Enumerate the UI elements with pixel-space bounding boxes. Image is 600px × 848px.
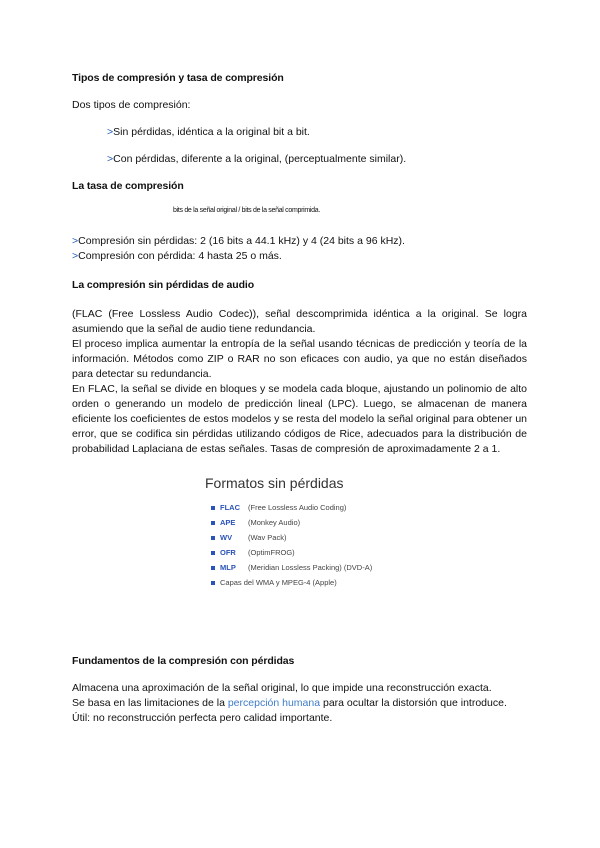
heading-compresion-con-perdidas: Fundamentos de la compresión con pérdidas [72,655,295,667]
list-item [72,234,405,249]
paragraph: El proceso implica aumentar la entropía de la señal usando técnicas de predicción y teoría de la información. Métodos como ZIP o RAR no son eficaces con audio, ya que no están diseñados para detectar su redundancia. [72,338,527,380]
format-item [211,515,425,530]
format-item [211,500,425,515]
bullet-icon [211,551,215,555]
list-item-text: Compresión con pérdida: 4 hasta 25 o más. [78,250,282,262]
list-item-text: Compresión sin pérdidas: 2 (16 bits a 44.1 kHz) y 4 (24 bits a 96 kHz). [78,235,405,247]
heading-tipos-compresion: Tipos de compresión y tasa de compresión [72,72,284,84]
list-item [107,125,310,140]
bullet-icon [211,536,215,540]
bullet-icon [211,566,215,570]
format-item [211,560,425,575]
section4-body [72,681,527,726]
list-item [107,152,406,167]
arrow-marker: > [107,126,114,138]
format-desc: (Free Lossless Audio Coding) [248,503,347,512]
heading-tasa-compresion: La tasa de compresión [72,180,184,192]
format-desc: Capas del WMA y MPEG-4 (Apple) [220,578,337,587]
format-desc: (Wav Pack) [248,533,287,542]
format-name: FLAC [220,503,240,512]
section3-body [72,307,527,457]
heading-compresion-sin-perdidas: La compresión sin pérdidas de audio [72,279,255,291]
arrow-marker: > [107,153,114,165]
format-name: APE [220,518,236,527]
paragraph: Almacena una aproximación de la señal original, lo que impide una reconstrucción exacta. [72,682,492,694]
format-desc: (OptimFROG) [248,548,295,557]
compression-ratio-formula: bits de la señal original / bits de la señal comprimida. [173,207,321,214]
bullet-icon [211,506,215,510]
list-item [72,249,282,264]
bullet-icon [211,581,215,585]
list-item-text: Con pérdidas, diferente a la original, (perceptualmente similar). [113,153,407,165]
list-item-text: Sin pérdidas, idéntica a la original bit a bit. [113,126,310,138]
intro-text: Dos tipos de compresión: [72,99,191,111]
format-desc: (Meridian Lossless Packing) (DVD-A) [248,563,373,572]
format-name: OFR [220,548,236,557]
paragraph [72,696,527,711]
paragraph: En FLAC, la señal se divide en bloques y se modela cada bloque, ajustando un polinomio de alto orden o generando un modelo de predicción lineal (LPC). Luego, se almacenan de manera eficiente los coeficientes de estos modelos y se resta del modelo la señal original para obtener un error, que se codifica sin pérdidas utilizando códigos de Rice, adecuados para la distribución de probabilidad Laplaciana de estas señales. Tasas de compresión de aproximadamente 2 a 1. [72,383,527,455]
paragraph: Útil: no reconstrucción perfecta pero calidad importante. [72,712,333,724]
format-desc: (Monkey Audio) [248,518,301,527]
lossless-formats-figure [205,475,425,590]
format-name: WV [220,533,233,542]
percepcion-humana-link[interactable]: percepción humana [227,697,321,709]
arrow-marker: > [72,235,79,247]
paragraph-text: Se basa en las limitaciones de la [72,697,225,709]
formats-list [205,500,425,590]
figure-title: Formatos sin pérdidas [205,475,344,491]
format-name: MLP [220,563,236,572]
bullet-icon [211,521,215,525]
arrow-marker: > [72,250,79,262]
format-item [211,545,425,560]
paragraph: (FLAC (Free Lossless Audio Codec)), señal descomprimida idéntica a la original. Se logra asumiendo que la señal de audio tiene redundancia. [72,308,527,335]
format-item [211,530,425,545]
format-item [211,575,425,590]
paragraph-text: para ocultar la distorsión que introduce. [323,697,507,709]
